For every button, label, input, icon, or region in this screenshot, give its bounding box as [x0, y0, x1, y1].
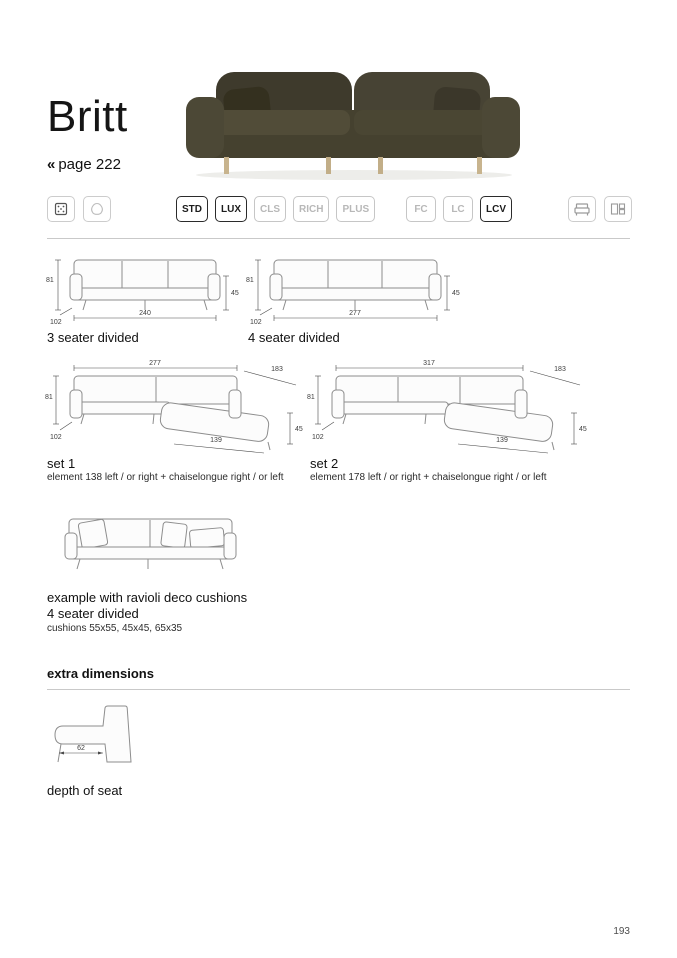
dim-chaise-depth: 139 — [496, 437, 508, 444]
product-title: Britt — [47, 92, 128, 141]
badge-fc[interactable]: FC — [406, 196, 436, 222]
badge-lux[interactable]: LUX — [215, 196, 247, 222]
material-swatch-group — [47, 196, 119, 222]
diagram-4-seater — [244, 248, 479, 331]
diagram-set1 — [44, 358, 309, 463]
badge-plus[interactable]: PLUS — [336, 196, 375, 222]
dim-arm-height: 45 — [452, 290, 460, 297]
dim-arm-height: 45 — [295, 426, 303, 433]
diagram-example — [44, 505, 259, 595]
diagram-caption-set2: element 178 left / or right + chaiselongue right / or left — [310, 472, 547, 483]
dim-width: 240 — [139, 310, 151, 317]
dim-depth: 102 — [50, 434, 62, 441]
page-ref-marker: « — [47, 156, 56, 173]
diagram-label-set1: set 1 — [47, 456, 76, 471]
badge-rich[interactable]: RICH — [293, 196, 329, 222]
dim-total-width: 277 — [149, 360, 161, 367]
dim-height: 81 — [246, 277, 254, 284]
dim-depth: 102 — [250, 319, 262, 326]
extra-dimensions-divider — [47, 689, 630, 690]
leather-grade-group — [406, 196, 519, 222]
leather-hide-icon[interactable] — [83, 196, 111, 222]
dim-total-width: 317 — [423, 360, 435, 367]
page-reference — [47, 156, 121, 173]
dim-depth: 102 — [50, 319, 62, 326]
diagram-label-set2: set 2 — [310, 456, 339, 471]
dim-depth: 102 — [312, 434, 324, 441]
page-ref-text: page 222 — [58, 156, 121, 173]
diagram-label-3-seater: 3 seater divided — [47, 330, 139, 345]
dim-arm-height: 45 — [579, 426, 587, 433]
fabric-swatch-icon[interactable] — [47, 196, 75, 222]
fabric-grade-group — [176, 196, 382, 222]
dim-chaise-width: 183 — [554, 366, 566, 373]
modular-elements-icon[interactable] — [604, 196, 632, 222]
extra-dimensions-heading: extra dimensions — [47, 666, 154, 681]
diagram-caption-set1: element 138 left / or right + chaiselongue right / or left — [47, 472, 284, 483]
section-divider — [47, 238, 630, 239]
diagram-label-4-seater: 4 seater divided — [248, 330, 340, 345]
product-photo — [178, 52, 528, 187]
badge-std[interactable]: STD — [176, 196, 208, 222]
badge-lc[interactable]: LC — [443, 196, 473, 222]
badge-cls[interactable]: CLS — [254, 196, 286, 222]
page-number: 193 — [613, 926, 630, 937]
diagram-3-seater — [44, 248, 259, 331]
example-label-line1: example with ravioli deco cushions — [47, 590, 248, 605]
product-type-group — [568, 196, 640, 222]
dim-chaise-depth: 139 — [210, 437, 222, 444]
example-label-line2: 4 seater divided — [47, 606, 139, 621]
seat-depth-diagram — [47, 700, 162, 785]
example-caption: cushions 55x55, 45x45, 65x35 — [47, 623, 183, 634]
dim-height: 81 — [307, 394, 315, 401]
dim-height: 81 — [46, 277, 54, 284]
dim-arm-height: 45 — [231, 290, 239, 297]
sofa-photo-illustration — [178, 52, 528, 182]
badge-lcv[interactable]: LCV — [480, 196, 512, 222]
dim-chaise-width: 183 — [271, 366, 283, 373]
dim-height: 81 — [45, 394, 53, 401]
diagram-set2 — [306, 358, 591, 463]
dim-width: 277 — [349, 310, 361, 317]
sofa-icon[interactable] — [568, 196, 596, 222]
seat-depth-label: depth of seat — [47, 783, 123, 798]
dim-seat-depth: 62 — [77, 745, 85, 752]
